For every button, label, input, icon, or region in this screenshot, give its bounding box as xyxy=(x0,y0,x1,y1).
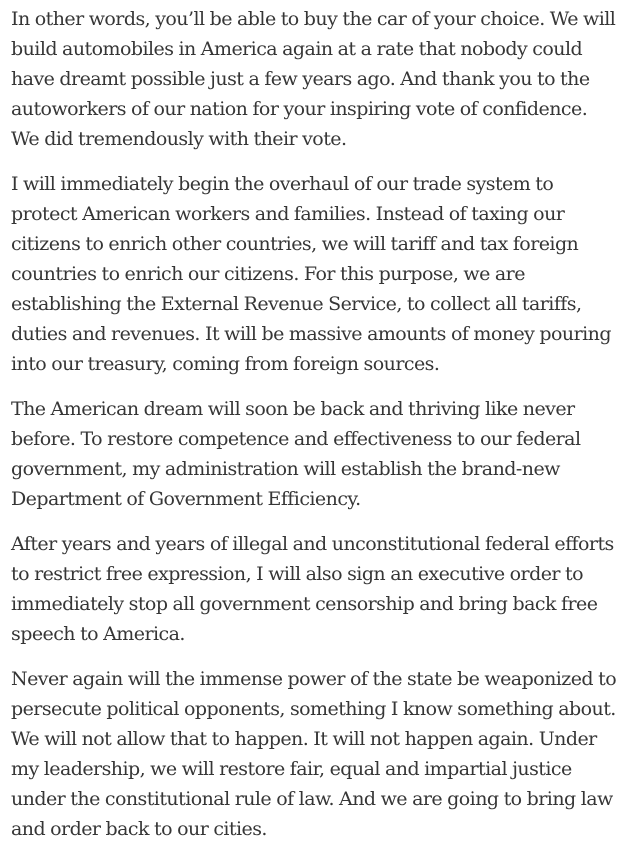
paragraph-cars: In other words, you’ll be able to buy the car of your choice. We will build automobiles in America again at a rate that nobody could have dreamt possible just a few years ago. And thank you to the autoworkers of our nation for your inspiring vote of confidence. We did tremendously with their vote. xyxy=(11,8,616,150)
paragraph-free-speech: After years and years of illegal and unconstitutional federal efforts to restrict free expression, I will also sign an executive order to immediately stop all government censorship and bring back free speech to America. xyxy=(11,533,614,645)
paragraph-justice: Never again will the immense power of the state be weaponized to persecute political opponents, something I know something about. We will not allow that to happen. It will not happen again. Under my leadership, we will restore fair, equal and impartial justice under the constitutional rule of law. And we are going to bring law and order back to our cities. xyxy=(11,668,617,840)
paragraph-trade: I will immediately begin the overhaul of our trade system to protect American workers and families. Instead of taxing our citizens to enrich other countries, we will tariff and tax foreign countries to enrich our citizens. For this purpose, we are establishing the External Revenue Service, to collect all tariffs, duties and revenues. It will be massive amounts of money pouring into our treasury, coming from foreign sources. xyxy=(11,173,611,375)
paragraph-efficiency: The American dream will soon be back and thriving like never before. To restore competence and effectiveness to our federal government, my administration will establish the brand-new Department of Government Efficiency. xyxy=(11,398,581,510)
